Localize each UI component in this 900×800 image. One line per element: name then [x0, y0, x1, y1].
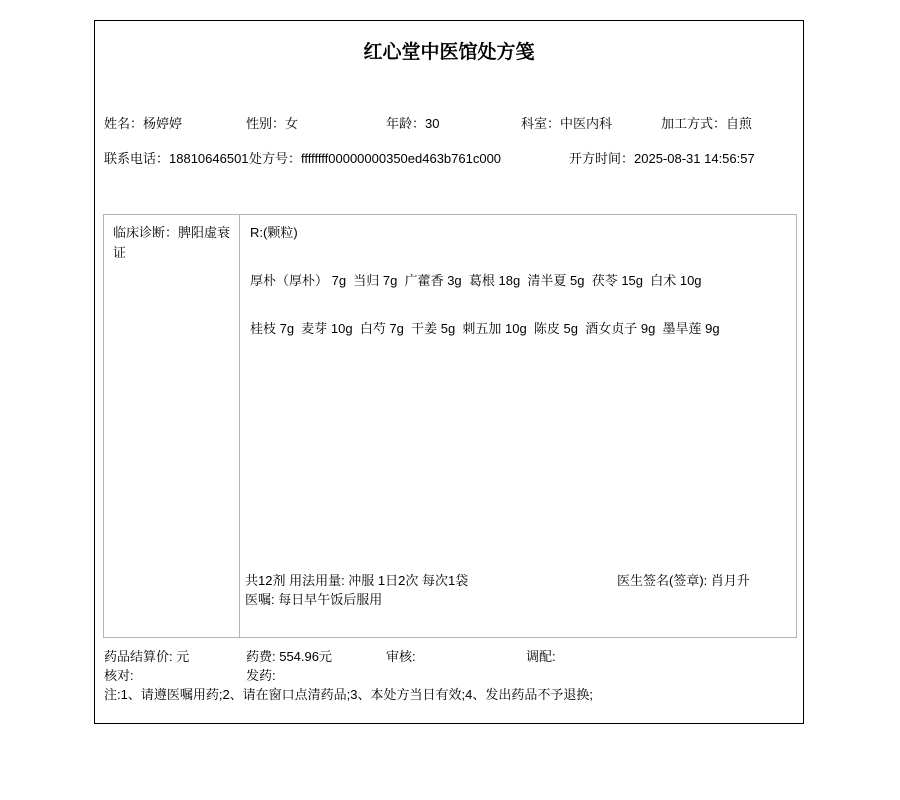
medical-advice-text: 医嘱: 每日早午饭后服用	[245, 592, 383, 607]
prescription-sheet-border	[94, 20, 804, 724]
review-field: 审核:	[386, 649, 416, 664]
patient-name-field: 姓名：杨婷婷	[104, 116, 183, 131]
page-title: 红心堂中医馆处方笺	[363, 42, 535, 63]
prescription-body-box	[103, 214, 797, 638]
dispense-field: 发药:	[246, 668, 276, 683]
department-field: 科室：中医内科	[521, 116, 613, 131]
clinical-diagnosis-text: 临床诊断：脾阳虚衰证	[113, 225, 231, 260]
herb-line-1: 厚朴（厚朴） 7g 当归 7g 广藿香 3g 葛根 18g 清半夏 5g 茯苓 15g 白术 10g	[250, 273, 702, 288]
phone-field: 联系电话：18810646501	[104, 151, 249, 166]
compound-field: 调配:	[526, 649, 556, 664]
prescription-time-field: 开方时间：2025-08-31 14:56:57	[569, 151, 755, 166]
settle-price-field: 药品结算价: 元	[104, 649, 190, 664]
doctor-signature-field: 医生签名(签章): 肖月升	[617, 573, 750, 588]
prescription-number-field: 处方号：ffffffff00000000350ed463b761c000	[249, 151, 502, 166]
notice-text: 注:1、请遵医嘱用药;2、请在窗口点清药品;3、本处方当日有效;4、发出药品不予退换;	[104, 687, 593, 702]
herb-line-2: 桂枝 7g 麦芽 10g 白芍 7g 干姜 5g 刺五加 10g 陈皮 5g 酒女贞子 9g 墨旱莲 9g	[250, 321, 720, 336]
rx-header: R:(颗粒)	[250, 225, 298, 240]
dosage-usage-text: 共12剂 用法用量: 冲服 1日2次 每次1袋	[245, 573, 469, 588]
medicine-fee-field: 药费: 554.96元	[246, 649, 332, 664]
check-field: 核对:	[104, 668, 134, 683]
processing-method-field: 加工方式：自煎	[661, 116, 753, 131]
diagnosis-cell	[104, 215, 240, 637]
patient-gender-field: 性别：女	[246, 116, 299, 131]
patient-age-field: 年龄：30	[386, 116, 440, 131]
